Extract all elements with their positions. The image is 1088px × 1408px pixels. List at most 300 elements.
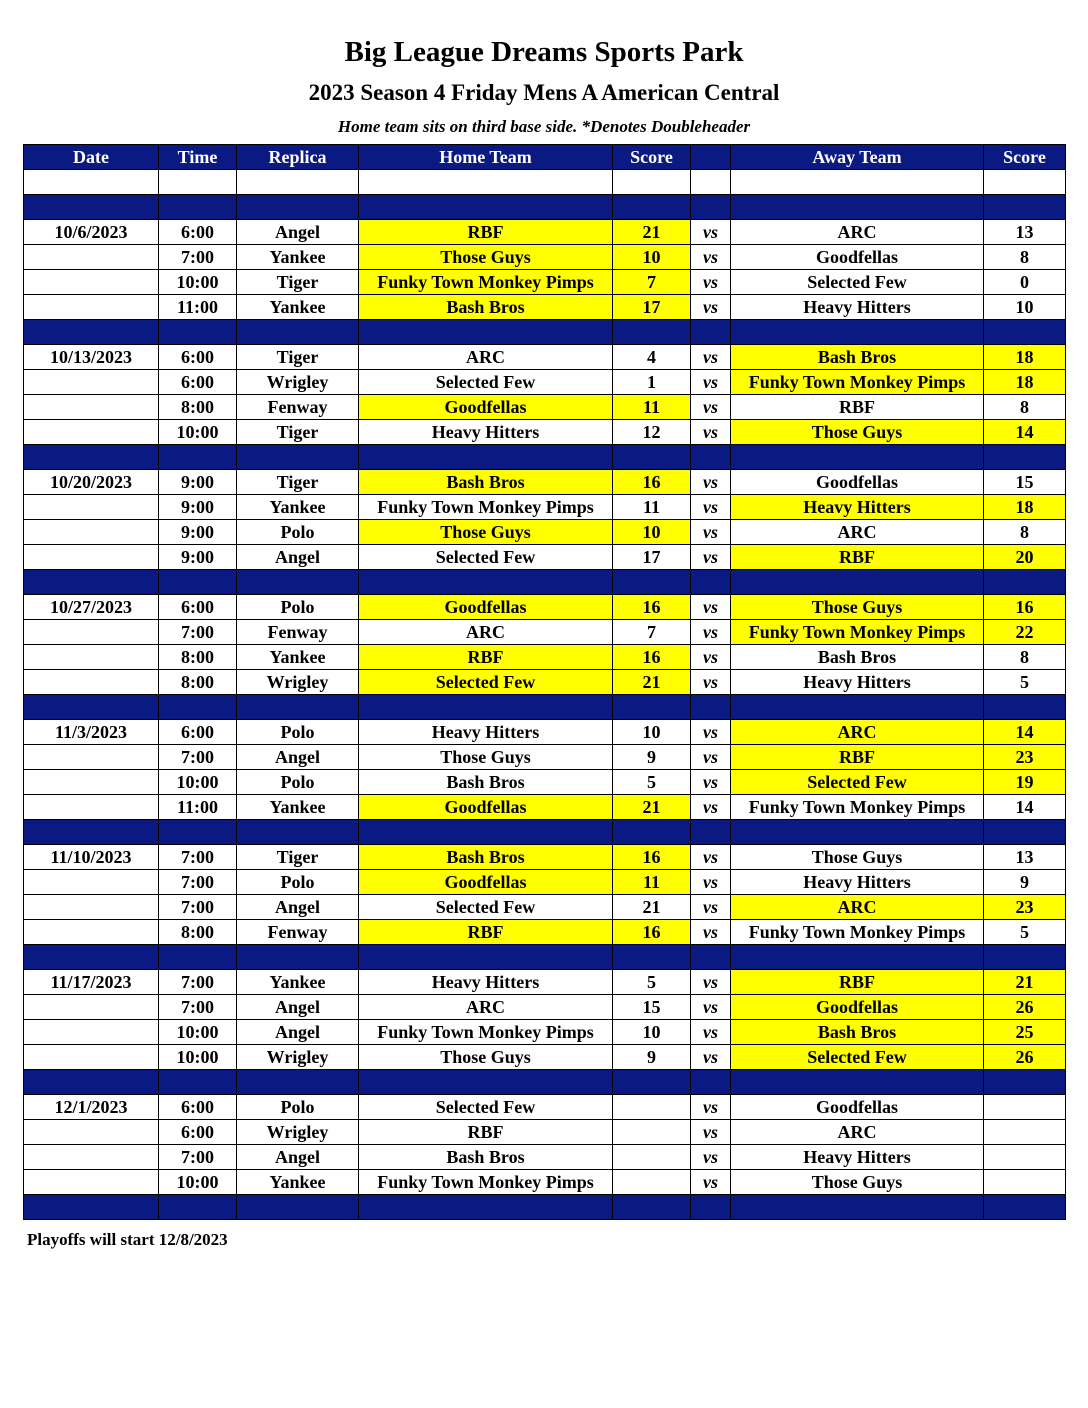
game-row: [24, 1020, 1066, 1045]
week-separator-cell: [691, 695, 731, 720]
week-separator-cell: [613, 1195, 691, 1220]
home-score: 4: [613, 345, 691, 370]
away-team: Those Guys: [731, 1170, 984, 1195]
game-row: [24, 345, 1066, 370]
home-score: 17: [613, 295, 691, 320]
week-separator-cell: [691, 445, 731, 470]
week-separator: [24, 1070, 1066, 1095]
vs-label: vs: [691, 1145, 731, 1170]
blank-row-cell: [984, 170, 1066, 195]
game-replica: Angel: [237, 220, 359, 245]
game-time: 9:00: [159, 495, 237, 520]
away-team: Selected Few: [731, 770, 984, 795]
game-replica: Polo: [237, 770, 359, 795]
week-separator-cell: [237, 320, 359, 345]
away-score: 16: [984, 595, 1066, 620]
away-score: 22: [984, 620, 1066, 645]
home-score: 10: [613, 720, 691, 745]
game-row: [24, 495, 1066, 520]
away-team: Those Guys: [731, 420, 984, 445]
home-score: [613, 1095, 691, 1120]
week-separator-cell: [613, 445, 691, 470]
home-score: 5: [613, 770, 691, 795]
week-separator-cell: [359, 820, 613, 845]
home-team: ARC: [359, 995, 613, 1020]
away-team: Goodfellas: [731, 1095, 984, 1120]
game-row: [24, 670, 1066, 695]
home-team: Selected Few: [359, 1095, 613, 1120]
game-time: 10:00: [159, 770, 237, 795]
away-team: ARC: [731, 720, 984, 745]
game-time: 10:00: [159, 420, 237, 445]
away-score: 19: [984, 770, 1066, 795]
week-separator-cell: [159, 445, 237, 470]
away-team: Heavy Hitters: [731, 670, 984, 695]
col-away-team-header: Away Team: [731, 145, 984, 170]
col-home-team-header: Home Team: [359, 145, 613, 170]
game-time: 9:00: [159, 545, 237, 570]
week-separator-cell: [731, 695, 984, 720]
away-score: 23: [984, 745, 1066, 770]
game-date: [24, 870, 159, 895]
game-time: 7:00: [159, 870, 237, 895]
away-score: 26: [984, 995, 1066, 1020]
away-team: Those Guys: [731, 845, 984, 870]
week-separator-cell: [159, 820, 237, 845]
week-separator-cell: [159, 320, 237, 345]
game-date: [24, 545, 159, 570]
game-time: 6:00: [159, 220, 237, 245]
week-separator-cell: [731, 1070, 984, 1095]
game-date: [24, 270, 159, 295]
vs-label: vs: [691, 745, 731, 770]
game-date: 10/6/2023: [24, 220, 159, 245]
game-date: [24, 895, 159, 920]
week-separator-cell: [237, 945, 359, 970]
home-team: Goodfellas: [359, 395, 613, 420]
away-team: Goodfellas: [731, 470, 984, 495]
game-replica: Fenway: [237, 920, 359, 945]
week-separator-cell: [984, 1195, 1066, 1220]
game-time: 8:00: [159, 670, 237, 695]
home-score: [613, 1145, 691, 1170]
home-team: Funky Town Monkey Pimps: [359, 1020, 613, 1045]
game-date: [24, 1145, 159, 1170]
game-row: [24, 795, 1066, 820]
week-separator-cell: [24, 695, 159, 720]
game-date: [24, 370, 159, 395]
away-team: Those Guys: [731, 595, 984, 620]
week-separator-cell: [613, 1070, 691, 1095]
game-time: 10:00: [159, 1170, 237, 1195]
game-row: [24, 920, 1066, 945]
game-replica: Tiger: [237, 420, 359, 445]
home-team: Those Guys: [359, 745, 613, 770]
game-row: [24, 745, 1066, 770]
week-separator-cell: [984, 320, 1066, 345]
away-team: ARC: [731, 1120, 984, 1145]
game-replica: Polo: [237, 520, 359, 545]
week-separator-cell: [24, 445, 159, 470]
home-team: RBF: [359, 645, 613, 670]
away-score: [984, 1145, 1066, 1170]
away-score: [984, 1120, 1066, 1145]
week-separator-cell: [613, 695, 691, 720]
away-score: 14: [984, 420, 1066, 445]
home-team: Bash Bros: [359, 295, 613, 320]
game-replica: Polo: [237, 720, 359, 745]
week-separator-cell: [24, 945, 159, 970]
game-date: 10/27/2023: [24, 595, 159, 620]
week-separator-cell: [613, 320, 691, 345]
week-separator-cell: [731, 820, 984, 845]
week-separator-cell: [984, 570, 1066, 595]
week-separator-cell: [613, 945, 691, 970]
page-note: Home team sits on third base side. *Denotes Doubleheader: [337, 117, 751, 136]
game-replica: Angel: [237, 745, 359, 770]
game-time: 8:00: [159, 395, 237, 420]
game-time: 7:00: [159, 895, 237, 920]
week-separator-cell: [731, 320, 984, 345]
vs-label: vs: [691, 395, 731, 420]
game-time: 7:00: [159, 745, 237, 770]
col-vs-header: [691, 145, 731, 170]
week-separator-cell: [691, 1195, 731, 1220]
game-date: [24, 245, 159, 270]
away-score: 21: [984, 970, 1066, 995]
away-team: Heavy Hitters: [731, 1145, 984, 1170]
vs-label: vs: [691, 620, 731, 645]
game-row: [24, 720, 1066, 745]
col-home-score-header: Score: [613, 145, 691, 170]
game-date: [24, 520, 159, 545]
game-row: [24, 1095, 1066, 1120]
away-team: Heavy Hitters: [731, 295, 984, 320]
week-separator: [24, 820, 1066, 845]
week-separator-cell: [691, 320, 731, 345]
away-score: 5: [984, 920, 1066, 945]
game-date: [24, 1170, 159, 1195]
vs-label: vs: [691, 770, 731, 795]
home-score: 16: [613, 645, 691, 670]
game-replica: Polo: [237, 1095, 359, 1120]
home-score: 16: [613, 845, 691, 870]
game-replica: Yankee: [237, 1170, 359, 1195]
col-away-score-header: Score: [984, 145, 1066, 170]
home-score: 16: [613, 470, 691, 495]
week-separator-cell: [24, 1070, 159, 1095]
week-separator-cell: [691, 820, 731, 845]
game-time: 6:00: [159, 595, 237, 620]
game-row: [24, 1170, 1066, 1195]
vs-label: vs: [691, 1020, 731, 1045]
away-team: Funky Town Monkey Pimps: [731, 795, 984, 820]
week-separator-cell: [731, 945, 984, 970]
week-separator: [24, 195, 1066, 220]
home-score: 7: [613, 620, 691, 645]
vs-label: vs: [691, 645, 731, 670]
week-separator-cell: [984, 695, 1066, 720]
home-team: Goodfellas: [359, 870, 613, 895]
game-replica: Yankee: [237, 645, 359, 670]
game-date: [24, 1020, 159, 1045]
home-score: 11: [613, 870, 691, 895]
game-date: [24, 670, 159, 695]
game-date: [24, 795, 159, 820]
game-replica: Yankee: [237, 295, 359, 320]
game-replica: Yankee: [237, 245, 359, 270]
game-row: [24, 845, 1066, 870]
home-team: ARC: [359, 345, 613, 370]
vs-label: vs: [691, 970, 731, 995]
game-row: [24, 595, 1066, 620]
game-replica: Yankee: [237, 495, 359, 520]
game-date: 10/13/2023: [24, 345, 159, 370]
home-team: Goodfellas: [359, 795, 613, 820]
away-score: 13: [984, 220, 1066, 245]
week-separator-cell: [159, 570, 237, 595]
away-score: 25: [984, 1020, 1066, 1045]
week-separator-cell: [731, 445, 984, 470]
week-separator-cell: [237, 445, 359, 470]
week-separator-cell: [984, 195, 1066, 220]
game-row: [24, 895, 1066, 920]
home-score: 16: [613, 595, 691, 620]
vs-label: vs: [691, 1045, 731, 1070]
game-row: [24, 995, 1066, 1020]
away-score: 18: [984, 495, 1066, 520]
home-score: 7: [613, 270, 691, 295]
away-score: 26: [984, 1045, 1066, 1070]
away-score: 14: [984, 720, 1066, 745]
blank-row-cell: [159, 170, 237, 195]
week-separator-cell: [691, 945, 731, 970]
blank-row-cell: [691, 170, 731, 195]
week-separator-cell: [613, 195, 691, 220]
week-separator-cell: [159, 945, 237, 970]
game-time: 8:00: [159, 920, 237, 945]
week-separator-cell: [984, 445, 1066, 470]
vs-label: vs: [691, 420, 731, 445]
playoffs-note: Playoffs will start 12/8/2023: [27, 1230, 228, 1249]
game-row: [24, 620, 1066, 645]
vs-label: vs: [691, 270, 731, 295]
away-team: Bash Bros: [731, 1020, 984, 1045]
game-time: 11:00: [159, 295, 237, 320]
game-time: 7:00: [159, 995, 237, 1020]
schedule-table: [23, 144, 1066, 1220]
game-row: [24, 245, 1066, 270]
home-team: Funky Town Monkey Pimps: [359, 270, 613, 295]
game-row: [24, 645, 1066, 670]
week-separator-cell: [237, 195, 359, 220]
week-separator-cell: [159, 1070, 237, 1095]
home-team: Bash Bros: [359, 1145, 613, 1170]
vs-label: vs: [691, 295, 731, 320]
week-separator-cell: [24, 1195, 159, 1220]
week-separator-cell: [159, 695, 237, 720]
col-replica-header: Replica: [237, 145, 359, 170]
week-separator-cell: [984, 820, 1066, 845]
away-score: 18: [984, 345, 1066, 370]
game-date: [24, 995, 159, 1020]
away-team: RBF: [731, 395, 984, 420]
page-title: Big League Dreams Sports Park: [344, 36, 744, 68]
away-score: [984, 1170, 1066, 1195]
game-time: 7:00: [159, 845, 237, 870]
game-replica: Angel: [237, 895, 359, 920]
home-team: Bash Bros: [359, 770, 613, 795]
away-team: ARC: [731, 220, 984, 245]
away-team: Heavy Hitters: [731, 495, 984, 520]
away-score: 5: [984, 670, 1066, 695]
blank-row-cell: [731, 170, 984, 195]
game-time: 7:00: [159, 620, 237, 645]
vs-label: vs: [691, 895, 731, 920]
vs-label: vs: [691, 495, 731, 520]
away-team: ARC: [731, 520, 984, 545]
game-replica: Polo: [237, 595, 359, 620]
vs-label: vs: [691, 795, 731, 820]
week-separator-cell: [691, 195, 731, 220]
home-team: Selected Few: [359, 670, 613, 695]
away-score: 9: [984, 870, 1066, 895]
away-team: Selected Few: [731, 270, 984, 295]
week-separator-cell: [613, 820, 691, 845]
away-score: 10: [984, 295, 1066, 320]
home-team: Funky Town Monkey Pimps: [359, 1170, 613, 1195]
game-time: 7:00: [159, 245, 237, 270]
away-team: Bash Bros: [731, 645, 984, 670]
week-separator-cell: [984, 945, 1066, 970]
blank-row-cell: [24, 170, 159, 195]
week-separator-cell: [24, 195, 159, 220]
away-score: 8: [984, 520, 1066, 545]
game-replica: Wrigley: [237, 1045, 359, 1070]
week-separator-cell: [691, 570, 731, 595]
home-team: Those Guys: [359, 1045, 613, 1070]
vs-label: vs: [691, 870, 731, 895]
vs-label: vs: [691, 995, 731, 1020]
vs-label: vs: [691, 545, 731, 570]
game-replica: Tiger: [237, 470, 359, 495]
away-score: 20: [984, 545, 1066, 570]
game-date: [24, 295, 159, 320]
home-team: Selected Few: [359, 895, 613, 920]
game-row: [24, 270, 1066, 295]
away-score: 8: [984, 245, 1066, 270]
week-separator-cell: [613, 570, 691, 595]
home-team: Bash Bros: [359, 845, 613, 870]
vs-label: vs: [691, 595, 731, 620]
away-team: Funky Town Monkey Pimps: [731, 620, 984, 645]
game-replica: Angel: [237, 995, 359, 1020]
game-replica: Tiger: [237, 845, 359, 870]
game-replica: Yankee: [237, 970, 359, 995]
week-separator-cell: [24, 820, 159, 845]
home-team: Selected Few: [359, 370, 613, 395]
vs-label: vs: [691, 345, 731, 370]
week-separator-cell: [159, 1195, 237, 1220]
week-separator-cell: [237, 820, 359, 845]
home-team: Heavy Hitters: [359, 970, 613, 995]
game-row: [24, 1045, 1066, 1070]
week-separator-cell: [237, 695, 359, 720]
away-team: Funky Town Monkey Pimps: [731, 370, 984, 395]
game-time: 11:00: [159, 795, 237, 820]
col-date-header: Date: [24, 145, 159, 170]
game-row: [24, 970, 1066, 995]
home-score: [613, 1120, 691, 1145]
home-score: 11: [613, 495, 691, 520]
game-row: [24, 870, 1066, 895]
blank-row-cell: [359, 170, 613, 195]
week-separator: [24, 695, 1066, 720]
game-date: [24, 770, 159, 795]
vs-label: vs: [691, 1120, 731, 1145]
game-row: [24, 520, 1066, 545]
game-time: 10:00: [159, 270, 237, 295]
game-row: [24, 395, 1066, 420]
game-row: [24, 370, 1066, 395]
game-date: 11/3/2023: [24, 720, 159, 745]
game-row: [24, 295, 1066, 320]
away-team: RBF: [731, 970, 984, 995]
vs-label: vs: [691, 520, 731, 545]
week-separator-cell: [24, 570, 159, 595]
week-separator-cell: [237, 1070, 359, 1095]
away-team: RBF: [731, 545, 984, 570]
game-date: [24, 420, 159, 445]
away-team: RBF: [731, 745, 984, 770]
home-score: 15: [613, 995, 691, 1020]
game-replica: Angel: [237, 1020, 359, 1045]
game-replica: Angel: [237, 1145, 359, 1170]
week-separator-cell: [359, 1070, 613, 1095]
game-replica: Tiger: [237, 345, 359, 370]
col-time-header: Time: [159, 145, 237, 170]
away-team: Goodfellas: [731, 995, 984, 1020]
home-team: ARC: [359, 620, 613, 645]
away-score: 23: [984, 895, 1066, 920]
game-time: 7:00: [159, 970, 237, 995]
away-score: 15: [984, 470, 1066, 495]
blank-row-cell: [613, 170, 691, 195]
home-score: 11: [613, 395, 691, 420]
game-date: [24, 920, 159, 945]
home-team: RBF: [359, 220, 613, 245]
vs-label: vs: [691, 920, 731, 945]
home-score: [613, 1170, 691, 1195]
week-separator-cell: [731, 195, 984, 220]
blank-row-cell: [237, 170, 359, 195]
week-separator: [24, 445, 1066, 470]
blank-row: [24, 170, 1066, 195]
home-team: Goodfellas: [359, 595, 613, 620]
game-row: [24, 470, 1066, 495]
home-team: Heavy Hitters: [359, 720, 613, 745]
away-team: Funky Town Monkey Pimps: [731, 920, 984, 945]
home-score: 21: [613, 220, 691, 245]
vs-label: vs: [691, 1095, 731, 1120]
game-time: 8:00: [159, 645, 237, 670]
home-score: 10: [613, 1020, 691, 1045]
home-score: 10: [613, 520, 691, 545]
week-separator-cell: [359, 1195, 613, 1220]
game-time: 10:00: [159, 1020, 237, 1045]
game-time: 6:00: [159, 370, 237, 395]
game-time: 6:00: [159, 720, 237, 745]
